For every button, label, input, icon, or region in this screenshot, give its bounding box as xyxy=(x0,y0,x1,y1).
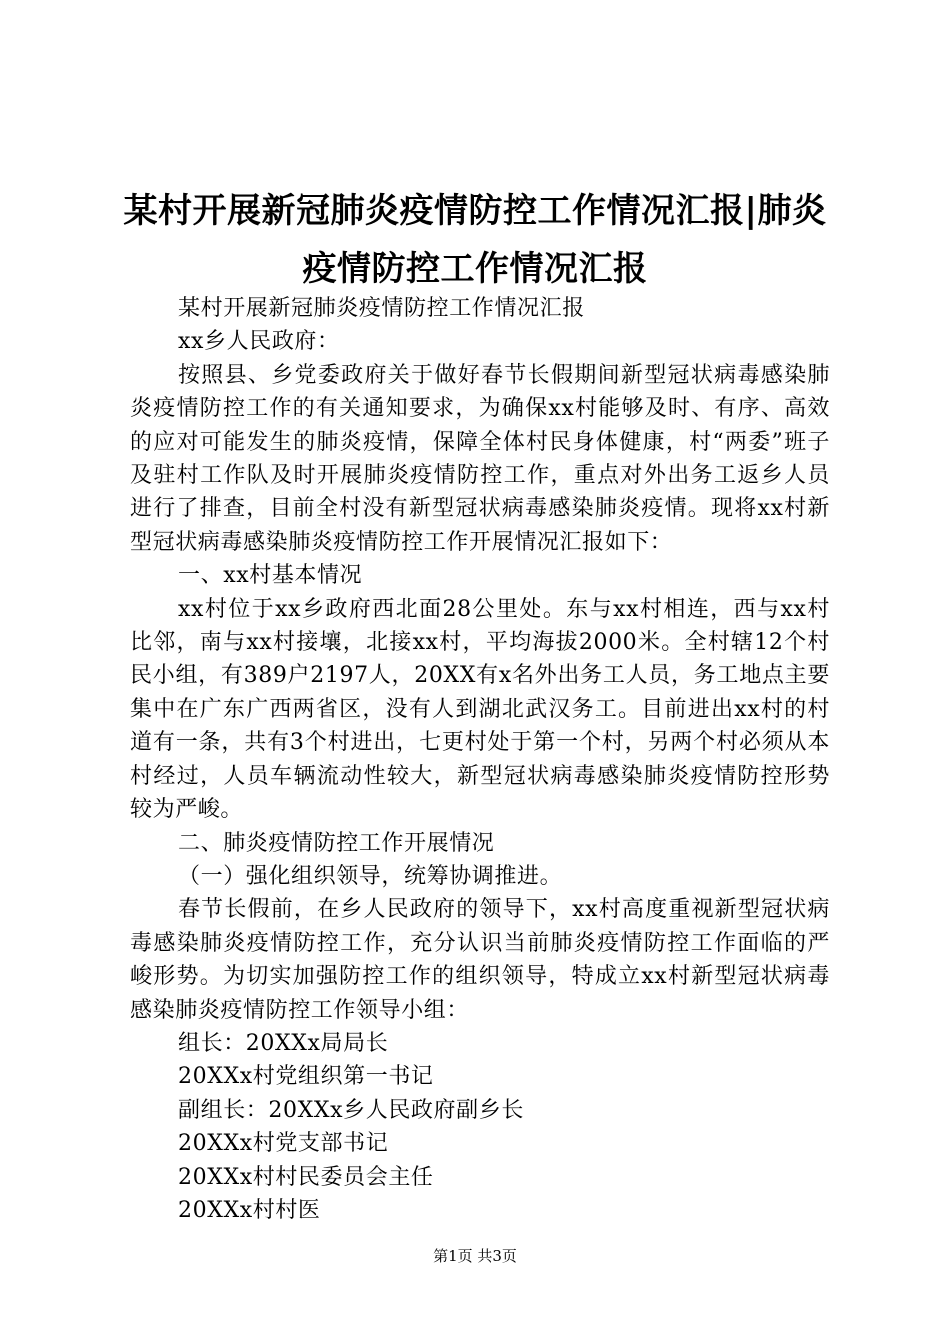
list-item: 副组长：20XXx乡人民政府副乡长 xyxy=(178,1097,524,1123)
list-item: 20XXx村党支部书记 xyxy=(178,1131,389,1157)
paragraph-organization: 春节长假前，在乡人民政府的领导下，xx村高度重视新型冠状病毒感染肺炎疫情防控工作，充分认识当前肺炎疫情防控工作面临的严峻形势。为切实加强防控工作的组织领导，特成立xx村新型冠状病毒感染肺炎疫情防控工作领导小组： xyxy=(130,897,830,1023)
document-title: 某村开展新冠肺炎疫情防控工作情况汇报|肺炎疫情防控工作情况汇报 xyxy=(123,191,827,289)
page-footer: 第1页 共3页 xyxy=(433,1247,517,1265)
list-item: 20XXx村村民委员会主任 xyxy=(178,1164,434,1190)
document-body xyxy=(130,292,830,1227)
paragraph-basic-info: xx村位于xx乡政府西北面28公里处。东与xx村相连，西与xx村比邻，南与xx村接壤，北接xx村，平均海拔2000米。全村辖12个村民小组，有389户2197人，20XX有x名外出务工人员，务工地点主要集中在广东广西两省区，没有人到湖北武汉务工。目前进出xx村的村道有一条，共有3个村进出，七更村处于第一个村，另两个村必须从本村经过，人员车辆流动性较大，新型冠状病毒感染肺炎疫情防控形势较为严峻。 xyxy=(130,596,830,823)
paragraph-addressee: xx乡人民政府： xyxy=(178,329,340,355)
paragraph-heading: 某村开展新冠肺炎疫情防控工作情况汇报 xyxy=(178,296,585,321)
list-item: 20XXx村党组织第一书记 xyxy=(178,1064,434,1090)
paragraph-intro: 按照县、乡党委政府关于做好春节长假期间新型冠状病毒感染肺炎疫情防控工作的有关通知要求，为确保xx村能够及时、有序、高效的应对可能发生的肺炎疫情，保障全体村民身体健康，村“两委”班子及驻村工作队及时开展肺炎疫情防控工作，重点对外出务工返乡人员进行了排查，目前全村没有新型冠状病毒感染肺炎疫情。现将xx村新型冠状病毒感染肺炎疫情防控工作开展情况汇报如下： xyxy=(130,362,830,555)
list-item: 20XXx村村医 xyxy=(178,1197,321,1223)
section-heading-2: 二、肺炎疫情防控工作开展情况 xyxy=(178,830,495,856)
subsection-heading-1: （一）强化组织领导，统筹协调推进。 xyxy=(178,863,563,889)
list-item: 组长：20XXx局局长 xyxy=(178,1030,389,1056)
section-heading-1: 一、xx村基本情况 xyxy=(178,563,363,589)
